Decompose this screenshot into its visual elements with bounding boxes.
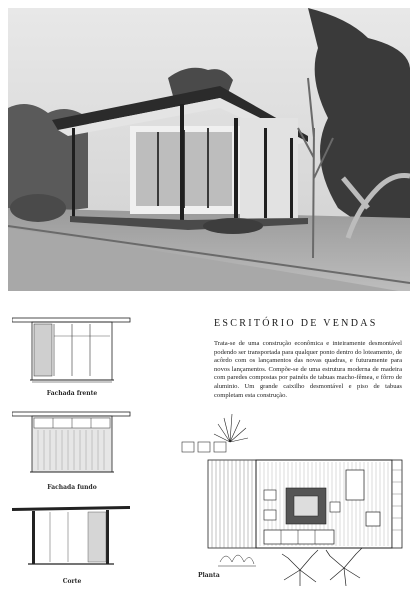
tree-icon bbox=[282, 548, 362, 586]
back-facade-drawing bbox=[12, 410, 132, 476]
front-facade-drawing bbox=[12, 316, 132, 388]
building-photo bbox=[8, 8, 410, 291]
plant-icon bbox=[214, 414, 248, 442]
back-facade-caption: Fachada fundo bbox=[47, 484, 97, 491]
floor-plan-drawing bbox=[180, 410, 412, 586]
section-drawing bbox=[10, 504, 134, 570]
section-caption: Corte bbox=[62, 578, 82, 585]
front-facade-caption: Fachada frente bbox=[46, 390, 98, 397]
shrub-icon bbox=[218, 555, 256, 566]
article-title: ESCRITÓRIO DE VENDAS bbox=[214, 318, 378, 329]
plan-caption: Planta bbox=[198, 572, 220, 579]
article-body: Trata-se de uma construção econômica e inteiramente desmontável podendo ser transportada para qualquer ponto dentro do loteamento, de acôrdo com os lançamentos das novas quadras, e futuramente para novos lançamentos. Compõe-se de uma estrutura moderna de madeira com paredes compostas por painéis de tabuas macho-fêmea, e fôrro de aluminio. Um grande caixilho desmontável e piso de tabuas completam esta construção. bbox=[214, 340, 402, 399]
